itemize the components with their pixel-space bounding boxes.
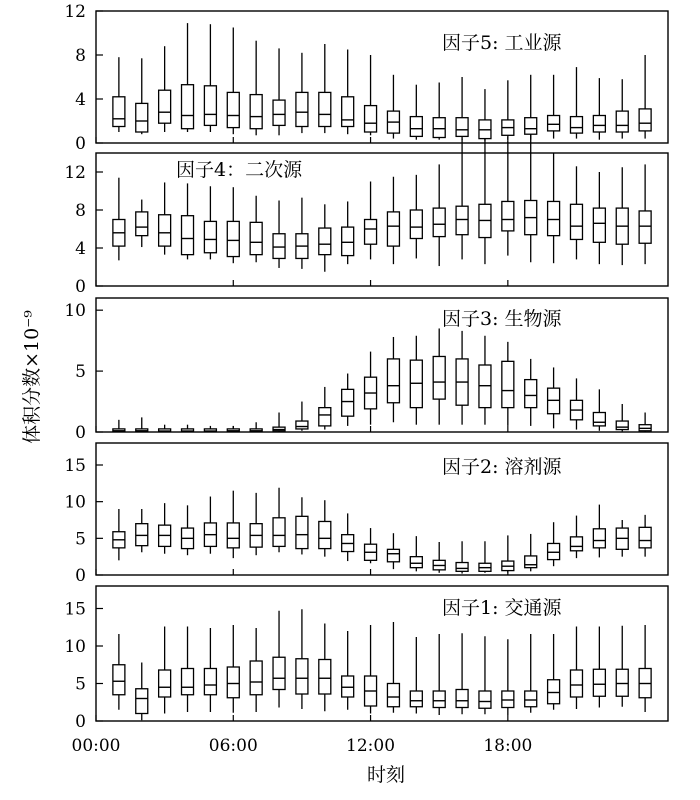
y-tick-label: 15 [64, 599, 86, 620]
box-iqr [570, 537, 582, 551]
box-iqr [113, 665, 125, 695]
box-iqr [204, 86, 216, 126]
box-iqr [456, 206, 468, 235]
x-tick-label: 06:00 [208, 736, 258, 756]
y-tick-label: 0 [75, 134, 86, 154]
box-iqr [548, 680, 560, 704]
panels-group [64, 2, 668, 756]
panel-5 [64, 586, 668, 732]
box-iqr [182, 669, 194, 695]
box-iqr [639, 109, 651, 131]
box-iqr [365, 220, 377, 245]
y-tick-label: 0 [75, 566, 86, 586]
box-iqr [273, 657, 285, 689]
box-iqr [410, 557, 422, 568]
box-iqr [525, 556, 537, 568]
y-tick-label: 10 [64, 637, 86, 657]
box-iqr [616, 421, 628, 430]
box-iqr [227, 523, 239, 548]
box-iqr [159, 90, 171, 123]
box-iqr [502, 361, 514, 407]
box-iqr [570, 204, 582, 239]
box-iqr [365, 106, 377, 132]
box-iqr [273, 518, 285, 547]
box-iqr [410, 210, 422, 239]
box-iqr [342, 676, 354, 697]
box-iqr [387, 684, 399, 707]
box-iqr [113, 97, 125, 127]
box-iqr [479, 691, 491, 708]
panel-2 [64, 134, 668, 297]
box-iqr [502, 691, 514, 708]
y-tick-label: 10 [64, 492, 86, 513]
box-iqr [182, 85, 194, 129]
box-iqr [548, 543, 560, 559]
box-iqr [136, 212, 148, 236]
y-tick-label: 5 [75, 529, 86, 550]
box-iqr [570, 117, 582, 134]
panel-title: 因子3: 生物源 [442, 308, 562, 330]
box-iqr [593, 413, 605, 426]
box-iqr [593, 529, 605, 548]
y-tick-label: 12 [64, 163, 86, 183]
box-iqr [639, 211, 651, 243]
panel-1 [64, 2, 668, 154]
box-iqr [525, 380, 537, 408]
box-iqr [250, 95, 262, 129]
box-iqr [456, 563, 468, 572]
panel-title: 因子5: 工业源 [442, 32, 562, 54]
box-iqr [502, 201, 514, 230]
box-iqr [319, 408, 331, 426]
box-iqr [319, 521, 331, 548]
y-axis-label: 体积分数×10⁻⁹ [21, 310, 43, 444]
box-iqr [342, 227, 354, 256]
box-iqr [548, 116, 560, 131]
box-iqr [296, 659, 308, 694]
box-iqr [136, 689, 148, 714]
box-iqr [433, 118, 445, 138]
x-tick-label: 00:00 [71, 736, 121, 756]
y-tick-label: 5 [75, 362, 86, 383]
y-tick-label: 10 [64, 301, 86, 322]
box-iqr [136, 103, 148, 132]
panel-title: 因子1: 交通源 [442, 597, 562, 619]
panel-3 [64, 298, 668, 443]
box-iqr [296, 516, 308, 548]
box-iqr [639, 527, 651, 548]
y-tick-label: 5 [75, 674, 86, 695]
y-tick-label: 8 [75, 201, 86, 221]
box-iqr [296, 421, 308, 429]
box-iqr [204, 221, 216, 252]
y-tick-label: 4 [75, 239, 86, 259]
box-iqr [273, 100, 285, 125]
box-iqr [616, 111, 628, 132]
box-iqr [593, 669, 605, 696]
x-axis-label: 时刻 [366, 764, 406, 786]
box-iqr [342, 389, 354, 416]
box-iqr [227, 221, 239, 256]
box-iqr [342, 97, 354, 127]
box-iqr [433, 691, 445, 708]
box-iqr [525, 118, 537, 135]
box-iqr [456, 690, 468, 708]
box-iqr [387, 549, 399, 561]
box-iqr [296, 92, 308, 126]
box-iqr [204, 669, 216, 695]
y-tick-label: 8 [75, 46, 86, 66]
y-tick-label: 0 [75, 423, 86, 443]
box-iqr [159, 215, 171, 246]
y-tick-label: 0 [75, 277, 86, 297]
panel-frame [96, 443, 668, 575]
box-iqr [159, 670, 171, 697]
box-iqr [182, 216, 194, 255]
box-iqr [525, 691, 537, 707]
box-iqr [319, 92, 331, 126]
x-tick-label: 12:00 [346, 736, 396, 756]
box-iqr [410, 691, 422, 707]
box-iqr [227, 667, 239, 698]
y-tick-label: 12 [64, 2, 86, 22]
box-iqr [273, 234, 285, 259]
panel-4 [64, 443, 668, 586]
box-iqr [387, 212, 399, 246]
box-iqr [570, 670, 582, 697]
box-iqr [410, 117, 422, 137]
box-iqr [227, 92, 239, 127]
panel-frame [96, 586, 668, 721]
y-tick-label: 0 [75, 712, 86, 732]
box-iqr [593, 208, 605, 242]
panel-title: 因子2: 溶剂源 [442, 456, 562, 478]
box-iqr [433, 356, 445, 399]
panel-title: 因子4：二次源 [176, 159, 303, 181]
box-iqr [593, 116, 605, 133]
box-iqr [456, 118, 468, 137]
box-iqr [616, 669, 628, 696]
box-iqr [319, 228, 331, 255]
box-iqr [250, 222, 262, 254]
box-iqr [387, 359, 399, 403]
box-iqr [548, 201, 560, 235]
box-iqr [250, 661, 262, 695]
box-iqr [319, 660, 331, 695]
y-tick-label: 4 [75, 90, 86, 110]
box-iqr [433, 208, 445, 237]
x-tick-label: 18:00 [483, 736, 533, 756]
y-tick-label: 15 [64, 456, 86, 476]
box-iqr [136, 524, 148, 546]
